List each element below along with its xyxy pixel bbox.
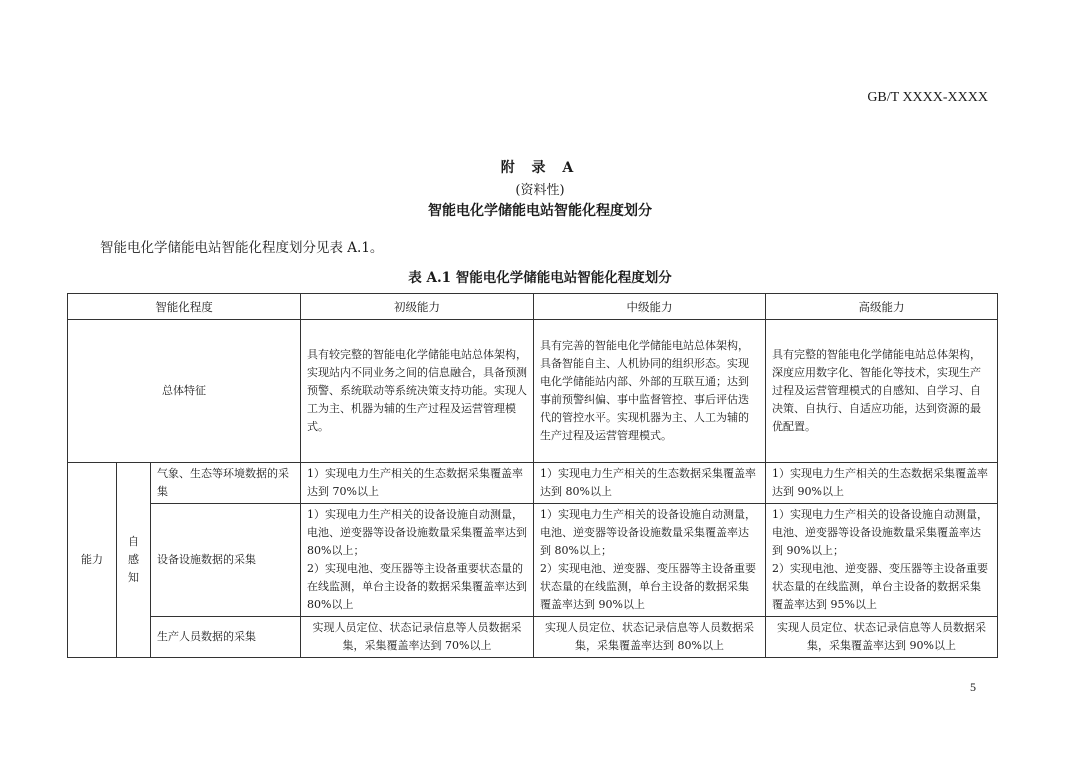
row-primary: 实现人员定位、状态记录信息等人员数据采集，采集覆盖率达到 70%以上: [301, 617, 534, 658]
row-advanced: 1）实现电力生产相关的设备设施自动测量，电池、逆变器等设备设施数量采集覆盖率达到 90%以上； 2）实现电池、逆变器、变压器等主设备重要状态量的在线监测，单台主设备的数据采集覆盖率达到 95%以上: [766, 504, 998, 617]
overall-row: [68, 320, 998, 463]
overall-advanced: 具有完整的智能电化学储能电站总体架构，深度应用数字化、智能化等技术，实现生产过程及运营管理模式的自感知、自学习、自决策、自执行、自适应功能，达到资源的最优配置。: [766, 320, 998, 463]
row-advanced: 实现人员定位、状态记录信息等人员数据采集，采集覆盖率达到 90%以上: [766, 617, 998, 658]
ability-label: 能力: [68, 463, 117, 658]
header-intermediate: 中级能力: [534, 294, 766, 320]
appendix-name: 智能电化学储能电站智能化程度划分: [428, 203, 652, 219]
row-item: 设备设施数据的采集: [151, 504, 301, 617]
document-code: GB/T XXXX-XXXX: [867, 90, 988, 105]
row-primary: 1）实现电力生产相关的生态数据采集覆盖率达到 70%以上: [301, 463, 534, 504]
table-row: [68, 504, 998, 617]
self-perception-label: [117, 463, 151, 658]
row-item: 气象、生态等环境数据的采集: [151, 463, 301, 504]
capability-table: [67, 293, 998, 658]
overall-label: 总体特征: [68, 320, 301, 463]
table-header-row: [68, 294, 998, 320]
row-intermediate: 实现人员定位、状态记录信息等人员数据采集，采集覆盖率达到 80%以上: [534, 617, 766, 658]
overall-primary: 具有较完整的智能电化学储能电站总体架构，实现站内不同业务之间的信息融合，具备预测预警、系统联动等系统决策支持功能。实现人工为主、机器为辅的生产过程及运营管理模式。: [301, 320, 534, 463]
row-intermediate: 1）实现电力生产相关的设备设施自动测量，电池、逆变器等设备设施数量采集覆盖率达到 80%以上； 2）实现电池、逆变器、变压器等主设备重要状态量的在线监测，单台主设备的数据采集覆盖率达到 90%以上: [534, 504, 766, 617]
overall-intermediate: 具有完善的智能电化学储能电站总体架构，具备智能自主、人机协同的组织形态。实现电化学储能站内部、外部的互联互通；达到事前预警纠偏、事中监督管控、事后评估迭代的管控水平。实现机器为主、人工为辅的生产过程及运营管理模式。: [534, 320, 766, 463]
page-number: 5: [970, 680, 976, 694]
intro-paragraph: 智能电化学储能电站智能化程度划分见表 A.1。: [100, 240, 384, 256]
row-primary: 1）实现电力生产相关的设备设施自动测量，电池、逆变器等设备设施数量采集覆盖率达到 80%以上； 2）实现电池、变压器等主设备重要状态量的在线监测，单台主设备的数据采集覆盖率达到 80%以上: [301, 504, 534, 617]
header-intelligence-level: 智能化程度: [68, 294, 301, 320]
row-item: 生产人员数据的采集: [151, 617, 301, 658]
appendix-nature: (资料性): [515, 183, 565, 198]
table-row: [68, 617, 998, 658]
header-advanced: 高级能力: [766, 294, 998, 320]
header-primary: 初级能力: [301, 294, 534, 320]
appendix-title: 附 录 A: [500, 160, 580, 176]
table-caption: 表 A.1 智能电化学储能电站智能化程度划分: [408, 270, 672, 286]
self-perception-text: 自感知: [128, 535, 139, 584]
row-intermediate: 1）实现电力生产相关的生态数据采集覆盖率达到 80%以上: [534, 463, 766, 504]
table-row: [68, 463, 998, 504]
row-advanced: 1）实现电力生产相关的生态数据采集覆盖率达到 90%以上: [766, 463, 998, 504]
